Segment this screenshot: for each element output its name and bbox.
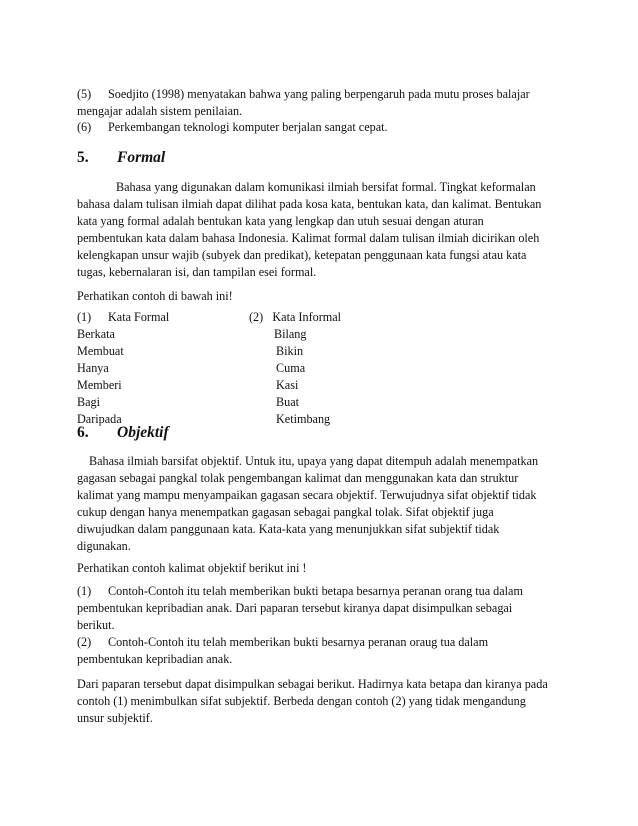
informal-word: Ketimbang [276, 412, 331, 426]
column-label: Kata Informal [272, 310, 342, 324]
paragraph-line: kelengkapan unsur wajib (subyek dan predikat), ketepatan penggunaan kata fungsi atau kata [77, 248, 527, 262]
informal-word: Bikin [276, 344, 304, 358]
paragraph-line: diwujudkan dalam panggunaan kata. Kata-kata yang menunjukkan sifat subjektif tidak [77, 522, 500, 536]
example-text: Contoh-Contoh itu telah memberikan bukti betapa besarnya peranan orang tua dalam [108, 584, 523, 598]
formal-word: Hanya [77, 361, 109, 375]
list-text: Perkembangan teknologi komputer berjalan sangat cepat. [108, 120, 388, 134]
informal-word: Cuma [276, 361, 306, 375]
column-number: (1) [77, 310, 92, 324]
paragraph-line: Dari paparan tersebut dapat disimpulkan sebagai berikut. Hadirnya kata betapa dan kiranya pada [77, 677, 548, 691]
paragraph-line: Bahasa yang digunakan dalam komunikasi ilmiah bersifat formal. Tingkat keformalan [116, 180, 536, 194]
paragraph-line: unsur subjektif. [77, 711, 153, 725]
instruction-text: Perhatikan contoh di bawah ini! [77, 289, 233, 303]
instruction-text: Perhatikan contoh kalimat objektif berikut ini ! [77, 561, 307, 575]
informal-word: Buat [276, 395, 300, 409]
example-text: Contoh-Contoh itu telah memberikan bukti besarnya peranan oraug tua dalam [108, 635, 489, 649]
paragraph-line: tugas, kebernalaran isi, dan tampilan esei formal. [77, 265, 317, 279]
paragraph-line: kata yang formal adalah bentukan kata yang lengkap dan utuh sesuai dengan aturan [77, 214, 484, 228]
list-number: (5) [77, 87, 92, 101]
formal-word: Memberi [77, 378, 122, 392]
example-text-continued: berikut. [77, 618, 115, 632]
table-header-informal [249, 309, 341, 326]
informal-word: Bilang [274, 327, 307, 341]
informal-word: Kasi [276, 378, 299, 392]
list-text: Soedjito (1998) menyatakan bahwa yang paling berpengaruh pada mutu proses balajar [108, 87, 530, 101]
formal-word: Daripada [77, 412, 122, 426]
formal-word: Membuat [77, 344, 124, 358]
list-item [77, 119, 388, 136]
example-number: (1) [77, 584, 92, 598]
list-text-continued: mengajar adalah sistem penilaian. [77, 104, 243, 118]
section-heading [77, 423, 169, 443]
section-heading [77, 148, 165, 168]
paragraph-line: cukup dengan hanya menempatkan gagasan sebagai pangkal tolak. Sifat objektif juga [77, 505, 494, 519]
formal-word: Bagi [77, 395, 101, 409]
example-number: (2) [77, 635, 92, 649]
section-title: Objektif [117, 424, 169, 441]
table-header-formal [77, 309, 169, 326]
example-text-continued: pembentukan kepribadian anak. [77, 652, 233, 666]
column-label: Kata Formal [108, 310, 170, 324]
formal-word: Berkata [77, 327, 115, 341]
section-number: 5. [77, 149, 89, 166]
paragraph-line: pembentukan kata dalam bahasa Indonesia. Kalimat formal dalam tulisan ilmiah dicirikan oleh [77, 231, 540, 245]
paragraph-line: Bahasa ilmiah barsifat objektif. Untuk itu, upaya yang dapat ditempuh adalah menempatkan [89, 454, 539, 468]
paragraph-line: digunakan. [77, 539, 131, 553]
paragraph-line: gagasan sebagai pangkal tolak pengembangan kalimat dan menggunakan kata dan struktur [77, 471, 519, 485]
example-item [77, 634, 488, 651]
list-item [77, 86, 530, 103]
paragraph-line: bahasa dalam tulisan ilmiah dapat dilihat pada kosa kata, bentukan kata, dan kalimat. Bentukan [77, 197, 542, 211]
example-text-continued: pembentukan kepribadian anak. Dari paparan tersebut kiranya dapat disimpulkan sebagai [77, 601, 513, 615]
example-item [77, 583, 523, 600]
section-number: 6. [77, 424, 89, 441]
section-title: Formal [117, 149, 166, 166]
paragraph-line: kalimat yang mampu menyampaikan gagasan secara objektif. Terwujudnya sifat objektif tidak [77, 488, 537, 502]
column-number: (2) [249, 310, 264, 324]
paragraph-line: contoh (1) menimbulkan sifat subjektif. Berbeda dengan contoh (2) yang tidak mengandung [77, 694, 526, 708]
list-number: (6) [77, 120, 92, 134]
